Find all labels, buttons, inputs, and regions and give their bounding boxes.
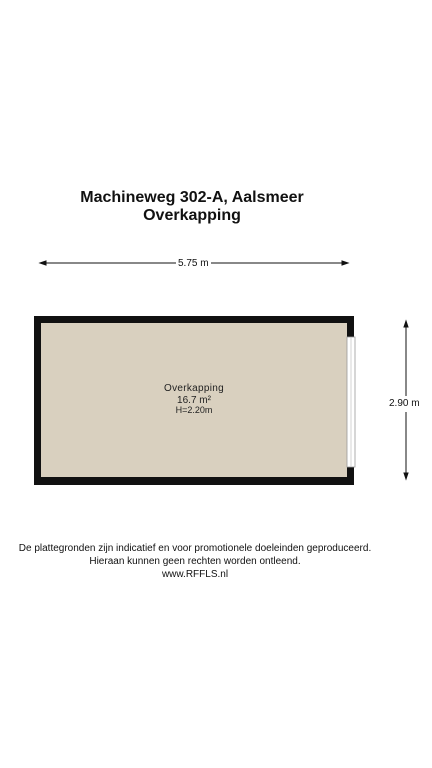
width-dimension-label: 5.75 m [178,258,209,269]
height-dimension-label: 2.90 m [389,396,420,412]
room-name-label: Overkapping [164,383,224,394]
room-area-label: 16.7 m² [177,395,211,406]
floor-title: Overkapping [143,207,241,224]
website-text: www.RFFLS.nl [161,569,229,580]
room-height-label: H=2.20m [175,405,213,415]
disclaimer-line-1: De plattegronden zijn indicatief en voor promotionele doeleinden geproduceerd. [18,543,372,554]
disclaimer-line-2: Hieraan kunnen geen rechten worden ontleend. [89,556,301,567]
address-title: Machineweg 302-A, Aalsmeer [80,189,304,206]
